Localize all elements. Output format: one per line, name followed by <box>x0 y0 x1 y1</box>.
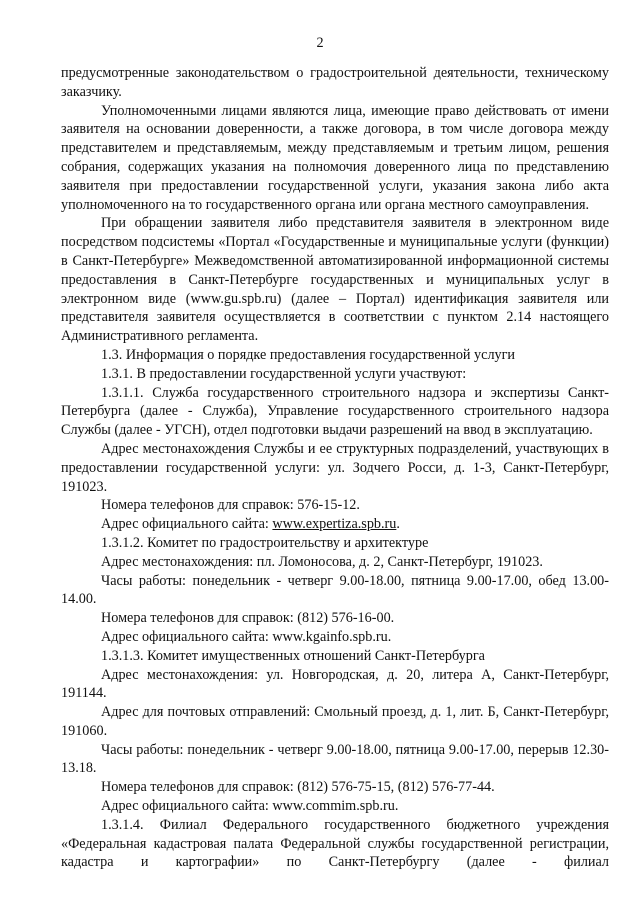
paragraph: 1.3.1.3. Комитет имущественных отношений Санкт-Петербурга <box>101 647 485 664</box>
paragraph: Уполномоченными лицами являются лица, имеющие право действовать от имени заявителя на основании доверенности, а также договора, в том числе договора между представителем и представляемым, между представляемым и третьим лицом, решения собрания, содержащих указания на полномочия доверенного лица по представлению заявителя при предоставлении государственной услуги, указания закона либо акта уполномоченного на то государственного органа или органа местного самоуправления. <box>61 102 609 213</box>
paragraph: 1.3.1.2. Комитет по градостроительству и архитектуре <box>101 534 429 551</box>
paragraph: Адрес местонахождения: пл. Ломоносова, д. 2, Санкт-Петербург, 191023. <box>101 553 543 570</box>
document-body <box>61 64 609 872</box>
paragraph: Адрес для почтовых отправлений: Смольный проезд, д. 1, лит. Б, Санкт-Петербург, 191060. <box>61 704 609 739</box>
paragraph: Номера телефонов для справок: 576-15-12. <box>101 497 360 514</box>
paragraph: Адрес официального сайта: www.commim.spb.ru. <box>101 798 399 815</box>
paragraph: Номера телефонов для справок: (812) 576-16-00. <box>101 610 395 627</box>
paragraph: Часы работы: понедельник - четверг 9.00-18.00, пятница 9.00-17.00, обед 13.00-14.00. <box>61 572 609 608</box>
paragraph-text: Адрес официального сайта: <box>101 516 273 533</box>
paragraph: 1.3.1.1. Служба государственного строительного надзора и экспертизы Санкт-Петербурга (далее - Служба), Управление государственного строительного надзора Службы (далее - УГСН), отдел подготовки выдачи разрешений на ввод в эксплуатацию. <box>61 384 609 439</box>
paragraph: Номера телефонов для справок: (812) 576-75-15, (812) 576-77-44. <box>101 779 495 796</box>
page-number: 2 <box>316 35 324 51</box>
paragraph: Адрес местонахождения Службы и ее структурных подразделений, участвующих в предоставлении государственной услуги: ул. Зодчего Росси, д. 1-3, Санкт-Петербург, 191023. <box>61 440 609 495</box>
paragraph: 1.3.1. В предоставлении государственной услуги участвуют: <box>101 365 467 382</box>
paragraph: предусмотренные законодательством о градостроительной деятельности, техническому заказчику. <box>61 65 609 100</box>
paragraph: При обращении заявителя либо представителя заявителя в электронном виде посредством подсистемы «Портал «Государственные и муниципальные услуги (функции) в Санкт-Петербурге» Межведомственной автоматизированной информационной системы предоставления в Санкт-Петербурге государственных и муниципальных услуг в электронном виде (www.gu.spb.ru) (далее – Портал) идентификация заявителя или представителя заявителя осуществляется в соответствии с пунктом 2.14 настоящего Административного регламента. <box>61 215 609 345</box>
paragraph-text: . <box>396 516 400 533</box>
paragraph: Адрес местонахождения: ул. Новгородская, д. 20, литера А, Санкт-Петербург, 191144. <box>61 666 609 702</box>
paragraph: 1.3.1.4. Филиал Федерального государственного бюджетного учреждения «Федеральная кадастровая палата Федеральной службы государственной регистрации, кадастра и картографии» по Санкт-Петербургу (далее - филиал <box>61 816 609 871</box>
paragraph: Адрес официального сайта: www.kgainfo.spb.ru. <box>101 628 392 645</box>
paragraph <box>61 515 609 534</box>
website-link[interactable]: www.expertiza.spb.ru <box>272 516 397 533</box>
paragraph: 1.3. Информация о порядке предоставления государственной услуги <box>101 346 516 363</box>
paragraph: Часы работы: понедельник - четверг 9.00-18.00, пятница 9.00-17.00, перерыв 12.30-13.18. <box>61 741 609 777</box>
